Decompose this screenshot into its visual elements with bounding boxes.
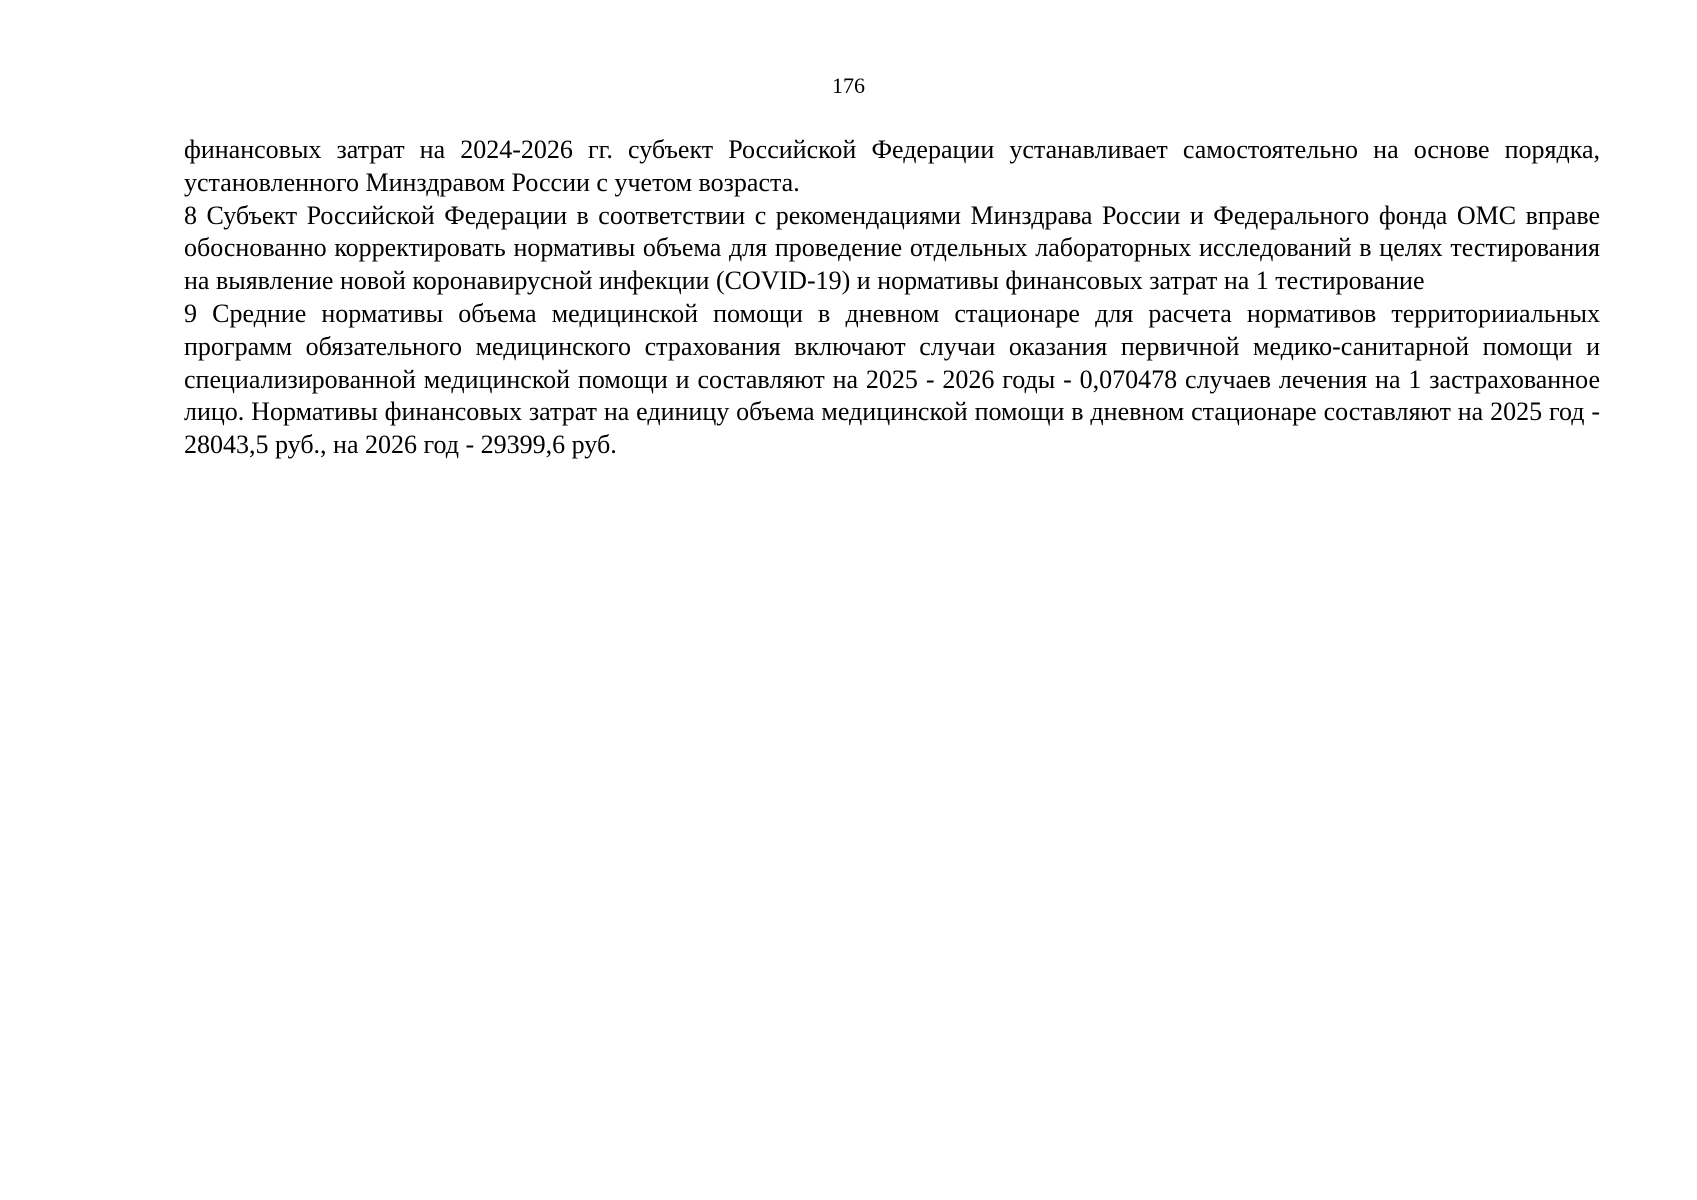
footnote-8: 8 Субъект Российской Федерации в соответствии с рекомендациями Минздрава России и Федерального фонда ОМС вправе обоснованно корректировать нормативы объема для проведение отдельных лабораторных исследований в целях тестирования на выявление новой коронавирусной инфекции (COVID-19) и нормативы финансовых затрат на 1 тестирование: [184, 200, 1600, 296]
footnote-continuation: финансовых затрат на 2024-2026 гг. субъект Российской Федерации устанавливает самостоятельно на основе порядка, установленного Минздравом России с учетом возраста.: [184, 135, 1600, 197]
footnotes-block: [184, 134, 1600, 462]
page-number: 176: [832, 73, 865, 98]
footnote-9: 9 Средние нормативы объема медицинской помощи в дневном стационаре для расчета нормативов территорииальных программ обязательного медицинского страхования включают случаи оказания первичной медико-санитарной помощи и специализированной медицинской помощи и составляют на 2025 - 2026 годы - 0,070478 случаев лечения на 1 застрахованное лицо. Нормативы финансовых затрат на единицу объема медицинской помощи в дневном стационаре составляют на 2025 год - 28043,5 руб., на 2026 год - 29399,6 руб.: [184, 298, 1600, 460]
